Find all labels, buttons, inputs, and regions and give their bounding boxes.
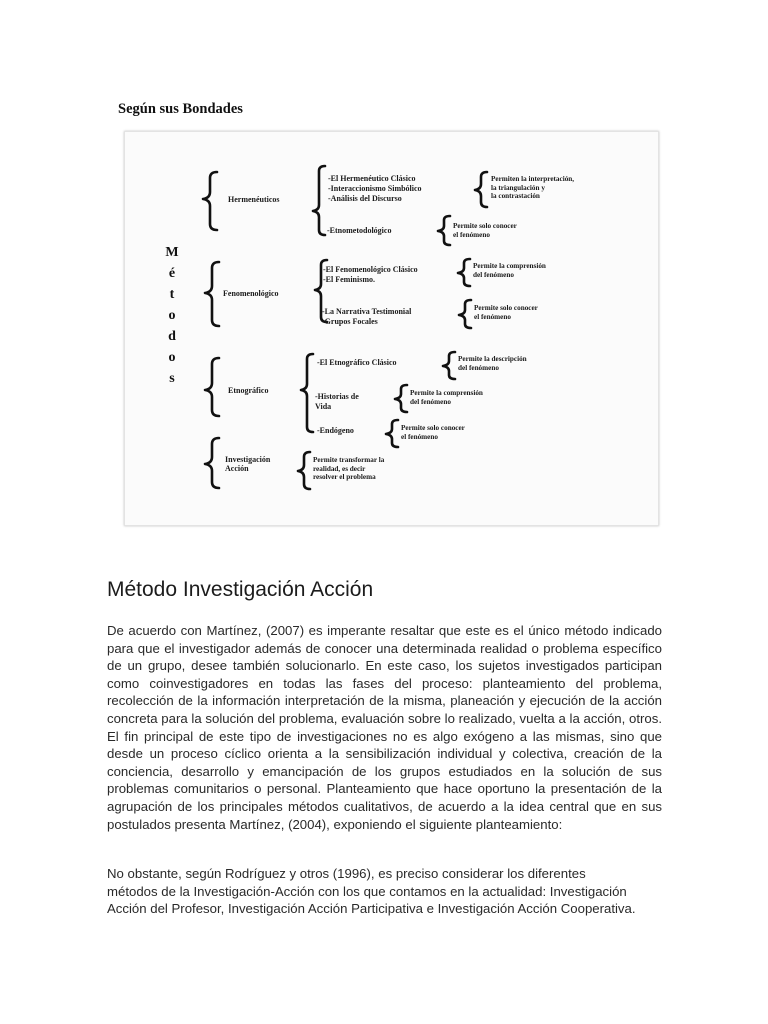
category-etnografico: Etnográfico <box>228 386 269 395</box>
brace-fen-desc <box>458 259 470 286</box>
brace-ia-desc <box>298 452 310 489</box>
brace-investigacion-accion <box>205 438 219 488</box>
brace-herm-desc <box>475 172 487 207</box>
desc-etnometodologico: Permite solo conocer el fenómeno <box>453 222 517 239</box>
desc-etnografico: Permite la descripción del fenómeno <box>458 355 527 372</box>
desc-hermeneuticos: Permiten la interpretación, la triangulación y la contrastación <box>491 175 575 201</box>
desc-investigacion-accion: Permite transformar la realidad, es decir resolver el problema <box>313 456 385 482</box>
paragraph-2: No obstante, según Rodríguez y otros (1996), es preciso considerar los diferentes métodos de la Investigación-Acción con los que contamos en la actualidad: Investigación Acción del Profesor, Investigación Acción Participativa e Investigación Acción Cooperativa. <box>107 866 636 917</box>
letter: t <box>169 287 175 302</box>
desc-endogeno: Permite solo conocer el fenómeno <box>401 424 465 441</box>
letter: o <box>168 308 176 323</box>
brace-etno-methods <box>301 354 313 432</box>
brace-historias-desc <box>395 385 407 412</box>
methods-diagram <box>124 131 659 526</box>
methods-fenomenologico: -El Fenomenológico Clásico -El Feminismo. <box>323 265 418 284</box>
metodos-vertical-label <box>161 242 183 389</box>
desc-narrativa: Permite solo conocer el fenómeno <box>474 304 538 321</box>
category-hermeneuticos: Hermenéuticos <box>228 195 280 204</box>
category-fenomenologico: Fenomenológico <box>223 289 279 298</box>
brace-herm-methods <box>313 166 325 235</box>
desc-historias: Permite la comprensión del fenómeno <box>410 389 483 406</box>
category-investigacion-accion: Investigación Acción <box>225 455 271 473</box>
methods-hermeneuticos: -El Hermenéutico Clásico -Interaccionismo Simbólico -Análisis del Discurso <box>328 174 422 203</box>
method-etnografico-clasico: -El Etnográfico Clásico <box>317 358 397 367</box>
brace-endogeno-desc <box>386 420 398 447</box>
brace-etno-desc <box>443 352 455 379</box>
brace-hermeneuticos <box>203 172 217 230</box>
letter: M <box>165 245 179 260</box>
methods-narrativa: -La Narrativa Testimonial -Grupos Focales <box>322 307 412 326</box>
brace-etnomet-desc <box>438 216 450 245</box>
letter: o <box>168 350 176 365</box>
figure-caption: Según sus Bondades <box>118 101 243 117</box>
letter: é <box>168 266 176 281</box>
desc-fenomenologico: Permite la comprensión del fenómeno <box>473 262 546 279</box>
letter: d <box>168 329 176 344</box>
letter: s <box>169 371 175 386</box>
method-historias-de-vida: -Historias de Vida <box>315 392 359 411</box>
method-etnometodologico: -Etnometodológico <box>327 226 392 235</box>
brace-etnografico <box>205 358 219 416</box>
paragraph-1: De acuerdo con Martínez, (2007) es imperante resaltar que este es el único método indicado para que el investigador además de conocer una determinada realidad o problema específico de un grupo, desee también solucionarlo. En este caso, los sujetos investigados participan como coinvestigadores en todas las fases del proceso: planteamiento del problema, recolección de la información interpretación de la misma, planeación y ejecución de la acción concreta para la solución del problema, evaluación sobre lo realizado, vuelta a la acción, otros. El fin principal de este tipo de investigaciones no es algo exógeno a las mismas, sino que desde un proceso cíclico orienta a la sensibilización individual y colectiva, creación de la conciencia, desarrollo y emancipación de los grupos estudiados en la solución de sus problemas comunitarios o personal. Planteamiento que hace oportuno la presentación de la agrupación de los principales métodos cualitativos, de acuerdo a la idea central que en sus postulados presenta Martínez, (2004), exponiendo el siguiente planteamiento: <box>107 623 662 832</box>
section-title: Método Investigación Acción <box>107 578 374 601</box>
brace-narrativa-desc <box>459 300 471 328</box>
brace-fenomenologico <box>205 262 219 326</box>
method-endogeno: -Endógeno <box>317 426 354 435</box>
